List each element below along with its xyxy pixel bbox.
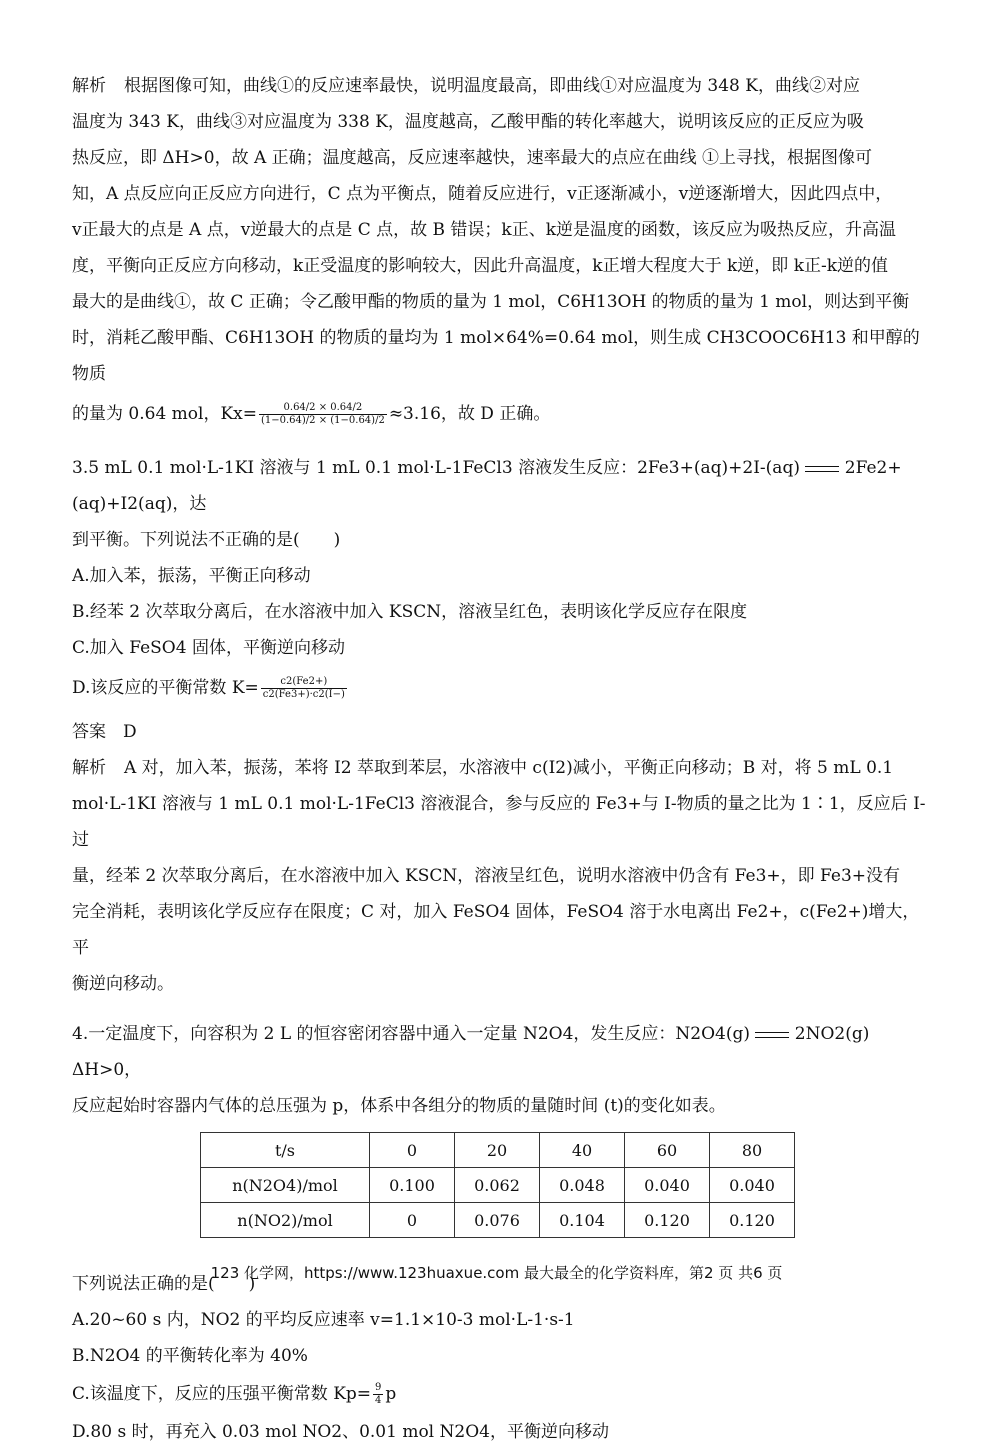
option-a: A.加入苯，振荡，平衡正向移动 xyxy=(72,566,311,586)
table-cell: 20 xyxy=(455,1133,540,1168)
question-stem: 到平衡。下列说法不正确的是( ) xyxy=(72,530,341,550)
question-stem: 4.一定温度下，向容积为 2 L 的恒容密闭容器中通入一定量 N2O4，发生反应：N2O4(g) 2NO2(g) ΔH>0， xyxy=(72,1024,887,1080)
question-prompt: 下列说法正确的是( ) xyxy=(72,1274,256,1294)
table-cell: 40 xyxy=(540,1133,625,1168)
answer: 答案 D xyxy=(72,722,137,742)
table-cell: 0.040 xyxy=(625,1168,710,1203)
analysis-line: 衡逆向移动。 xyxy=(72,974,174,994)
analysis-line: 知，A 点反应向正反应方向进行，C 点为平衡点，随着反应进行，v正逐渐减小，v逆逐渐增大，因此四点中， xyxy=(72,184,893,204)
table-cell: 0.104 xyxy=(540,1203,625,1238)
analysis-line: 最大的是曲线①，故 C 正确；令乙酸甲酯的物质的量为 1 mol，C6H13OH 的物质的量为 1 mol，则达到平衡 xyxy=(72,292,910,312)
kp-fraction: $\frac{9}{4}$ xyxy=(375,1382,382,1406)
table-cell: 0.040 xyxy=(710,1168,795,1203)
page-content xyxy=(72,68,932,1450)
option-b: B.经苯 2 次萃取分离后，在水溶液中加入 KSCN，溶液呈红色，表明该化学反应存在限度 xyxy=(72,602,748,622)
option-c: C.该温度下，反应的压强平衡常数 Kp= $\frac{9}{4}$ p xyxy=(72,1382,397,1406)
table-cell: 0.062 xyxy=(455,1168,540,1203)
option-d: D.该反应的平衡常数 K= $\frac{c2(Fe2+)}{c2(Fe3+)\cdot c2(I-)}$ xyxy=(72,676,345,700)
analysis-line: 完全消耗，表明该化学反应存在限度；C 对，加入 FeSO4 固体，FeSO4 溶于水电离出 Fe2+，c(Fe2+)增大，平 xyxy=(72,902,920,958)
k-fraction: $\frac{c2(Fe2+)}{c2(Fe3+)\cdot c2(I-)}$ xyxy=(262,676,345,700)
table-row xyxy=(201,1168,795,1203)
table-cell: n(NO2)/mol xyxy=(201,1203,370,1238)
analysis-line: 量，经苯 2 次萃取分离后，在水溶液中加入 KSCN，溶液呈红色，说明水溶液中仍含有 Fe3+，即 Fe3+没有 xyxy=(72,866,901,886)
table-row xyxy=(201,1133,795,1168)
analysis-line: 温度为 343 K，曲线③对应温度为 338 K，温度越高，乙酸甲酯的转化率越大，说明该反应的正反应为吸 xyxy=(72,112,864,132)
analysis-section-1 xyxy=(72,68,932,436)
equilibrium-arrow-icon xyxy=(755,1029,789,1041)
kx-fraction: $\frac{0.64/2 \times 0.64/2}{(1-0.64)/2 \times (1-0.64)/2}$ xyxy=(260,402,385,426)
analysis-line: 时，消耗乙酸甲酯、C6H13OH 的物质的量均为 1 mol×64%=0.64 mol，则生成 CH3COOC6H13 和甲醇的物质 xyxy=(72,328,920,384)
question-stem: 反应起始时容器内气体的总压强为 p，体系中各组分的物质的量随时间 (t)的变化如表。 xyxy=(72,1096,726,1116)
table-cell: 0.048 xyxy=(540,1168,625,1203)
table-cell: 0.100 xyxy=(370,1168,455,1203)
table-cell: 60 xyxy=(625,1133,710,1168)
analysis-line: 热反应，即 ΔH>0，故 A 正确；温度越高，反应速率越快，速率最大的点应在曲线 ①上寻找，根据图像可 xyxy=(72,148,873,168)
equilibrium-arrow-icon xyxy=(805,463,839,475)
table-cell: 0 xyxy=(370,1203,455,1238)
table-cell: 80 xyxy=(710,1133,795,1168)
analysis-line: v正最大的点是 A 点，v逆最大的点是 C 点，故 B 错误；k正、k逆是温度的函数，该反应为吸热反应，升高温 xyxy=(72,220,897,240)
analysis-label: 解析 xyxy=(72,76,106,96)
data-table xyxy=(200,1132,795,1238)
question-3 xyxy=(72,450,932,1002)
page-footer: 123 化学网，https://www.123huaxue.com 最大最全的化学资料库，第2 页 共6 页 xyxy=(210,1264,783,1282)
option-d: D.80 s 时，再充入 0.03 mol NO2、0.01 mol N2O4，平衡逆向移动 xyxy=(72,1422,609,1442)
table-cell: 0.120 xyxy=(710,1203,795,1238)
table-cell: n(N2O4)/mol xyxy=(201,1168,370,1203)
table-cell: 0 xyxy=(370,1133,455,1168)
table-row xyxy=(201,1203,795,1238)
table-cell: 0.076 xyxy=(455,1203,540,1238)
option-b: B.N2O4 的平衡转化率为 40% xyxy=(72,1346,308,1366)
analysis-line: 的量为 0.64 mol，Kx= $\frac{0.64/2 \times 0.64/2}{(1-0.64)/2 \times (1-0.64)/2}$ ≈3.16，故 D 正确。 xyxy=(72,402,551,426)
analysis-line: mol·L-1KI 溶液与 1 mL 0.1 mol·L-1FeCl3 溶液混合，参与反应的 Fe3+与 I-物质的量之比为 1∶1，反应后 I-过 xyxy=(72,794,926,850)
question-stem: 3.5 mL 0.1 mol·L-1KI 溶液与 1 mL 0.1 mol·L-1FeCl3 溶液发生反应：2Fe3+(aq)+2I-(aq) 2Fe2+(aq)+I2(aq)，达 xyxy=(72,458,902,514)
question-4 xyxy=(72,1016,932,1450)
analysis-line: 解析 根据图像可知，曲线①的反应速率最快，说明温度最高，即曲线①对应温度为 348 K，曲线②对应 xyxy=(72,76,860,96)
analysis-label: 解析 xyxy=(72,758,106,778)
option-a: A.20~60 s 内，NO2 的平均反应速率 v=1.1×10-3 mol·L-1·s-1 xyxy=(72,1310,575,1330)
table-cell: 0.120 xyxy=(625,1203,710,1238)
analysis-line: 解析 A 对，加入苯，振荡，苯将 I2 萃取到苯层，水溶液中 c(I2)减小，平衡正向移动；B 对，将 5 mL 0.1 xyxy=(72,758,894,778)
analysis-line: 度，平衡向正反应方向移动，k正受温度的影响较大，因此升高温度，k正增大程度大于 k逆，即 k正-k逆的值 xyxy=(72,256,889,276)
table-cell: t/s xyxy=(201,1133,370,1168)
option-c: C.加入 FeSO4 固体，平衡逆向移动 xyxy=(72,638,345,658)
